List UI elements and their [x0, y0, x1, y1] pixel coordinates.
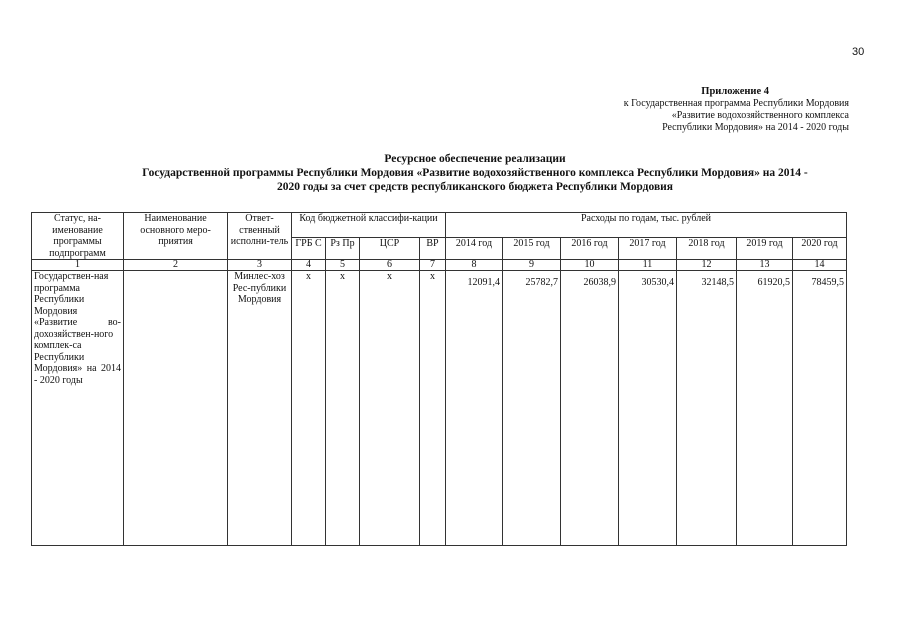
row-value-2015: 25782,7	[503, 271, 561, 546]
header-grbs: ГРБ С	[292, 237, 326, 260]
column-number: 2	[124, 260, 228, 271]
appendix-title: Приложение 4	[701, 86, 769, 97]
column-number: 1	[32, 260, 124, 271]
appendix-line: Республики Мордовия» на 2014 - 2020 годы	[662, 122, 849, 133]
column-number: 5	[326, 260, 360, 271]
column-number: 12	[677, 260, 737, 271]
row-value-2016: 26038,9	[561, 271, 619, 546]
row-vr: х	[420, 271, 446, 546]
row-activity	[124, 271, 228, 546]
column-number: 8	[446, 260, 503, 271]
header-activity: Наименование основного меро-приятия	[124, 213, 228, 260]
row-value-2019: 61920,5	[737, 271, 793, 546]
resource-table	[31, 212, 847, 546]
appendix-line: к Государственная программа Республики Мордовия	[623, 98, 849, 109]
header-rzpr: Рз Пр	[326, 237, 360, 260]
heading-line: 2020 годы за счет средств республиканского бюджета Республики Мордовия	[276, 181, 674, 193]
page-number: 30	[852, 46, 865, 58]
header-executor: Ответ-ственный исполни-тель	[228, 213, 292, 260]
column-number: 10	[561, 260, 619, 271]
header-status: Статус, на-именование программы подпрограмм	[32, 213, 124, 260]
header-budget-code: Код бюджетной классифи-кации	[292, 213, 446, 238]
resource-table-wrap	[31, 212, 847, 546]
column-number: 6	[360, 260, 420, 271]
column-number: 4	[292, 260, 326, 271]
row-rzpr: х	[326, 271, 360, 546]
header-year: 2018 год	[677, 237, 737, 260]
header-csr: ЦСР	[360, 237, 420, 260]
column-number: 14	[793, 260, 847, 271]
appendix-block	[624, 86, 849, 134]
row-grbs: х	[292, 271, 326, 546]
row-value-2018: 32148,5	[677, 271, 737, 546]
column-number-row	[32, 260, 847, 271]
header-year: 2014 год	[446, 237, 503, 260]
header-year: 2020 год	[793, 237, 847, 260]
header-year: 2015 год	[503, 237, 561, 260]
header-year: 2016 год	[561, 237, 619, 260]
row-status: Государствен-ная программа Республики Мордовия «Развитие во-дохозяйствен-ного комплек-са Республики Мордовия» на 2014 - 2020 годы	[32, 271, 124, 546]
header-expenses: Расходы по годам, тыс. рублей	[446, 213, 847, 238]
row-executor: Минлес-хоз Рес-публики Мордовия	[228, 271, 292, 546]
heading-line: Государственной программы Республики Мордовия «Развитие водохозяйственного комплекса Республики Мордовия» на 2014 -	[142, 167, 808, 179]
row-value-2020: 78459,5	[793, 271, 847, 546]
row-value-2017: 30530,4	[619, 271, 677, 546]
row-csr: х	[360, 271, 420, 546]
appendix-line: «Развитие водохозяйственного комплекса	[671, 110, 849, 121]
table-row	[32, 271, 847, 546]
document-heading	[80, 152, 870, 194]
column-number: 7	[420, 260, 446, 271]
column-number: 13	[737, 260, 793, 271]
column-number: 9	[503, 260, 561, 271]
heading-line: Ресурсное обеспечение реализации	[384, 153, 566, 165]
column-number: 11	[619, 260, 677, 271]
header-year: 2017 год	[619, 237, 677, 260]
header-year: 2019 год	[737, 237, 793, 260]
column-number: 3	[228, 260, 292, 271]
row-value-2014: 12091,4	[446, 271, 503, 546]
header-vr: ВР	[420, 237, 446, 260]
